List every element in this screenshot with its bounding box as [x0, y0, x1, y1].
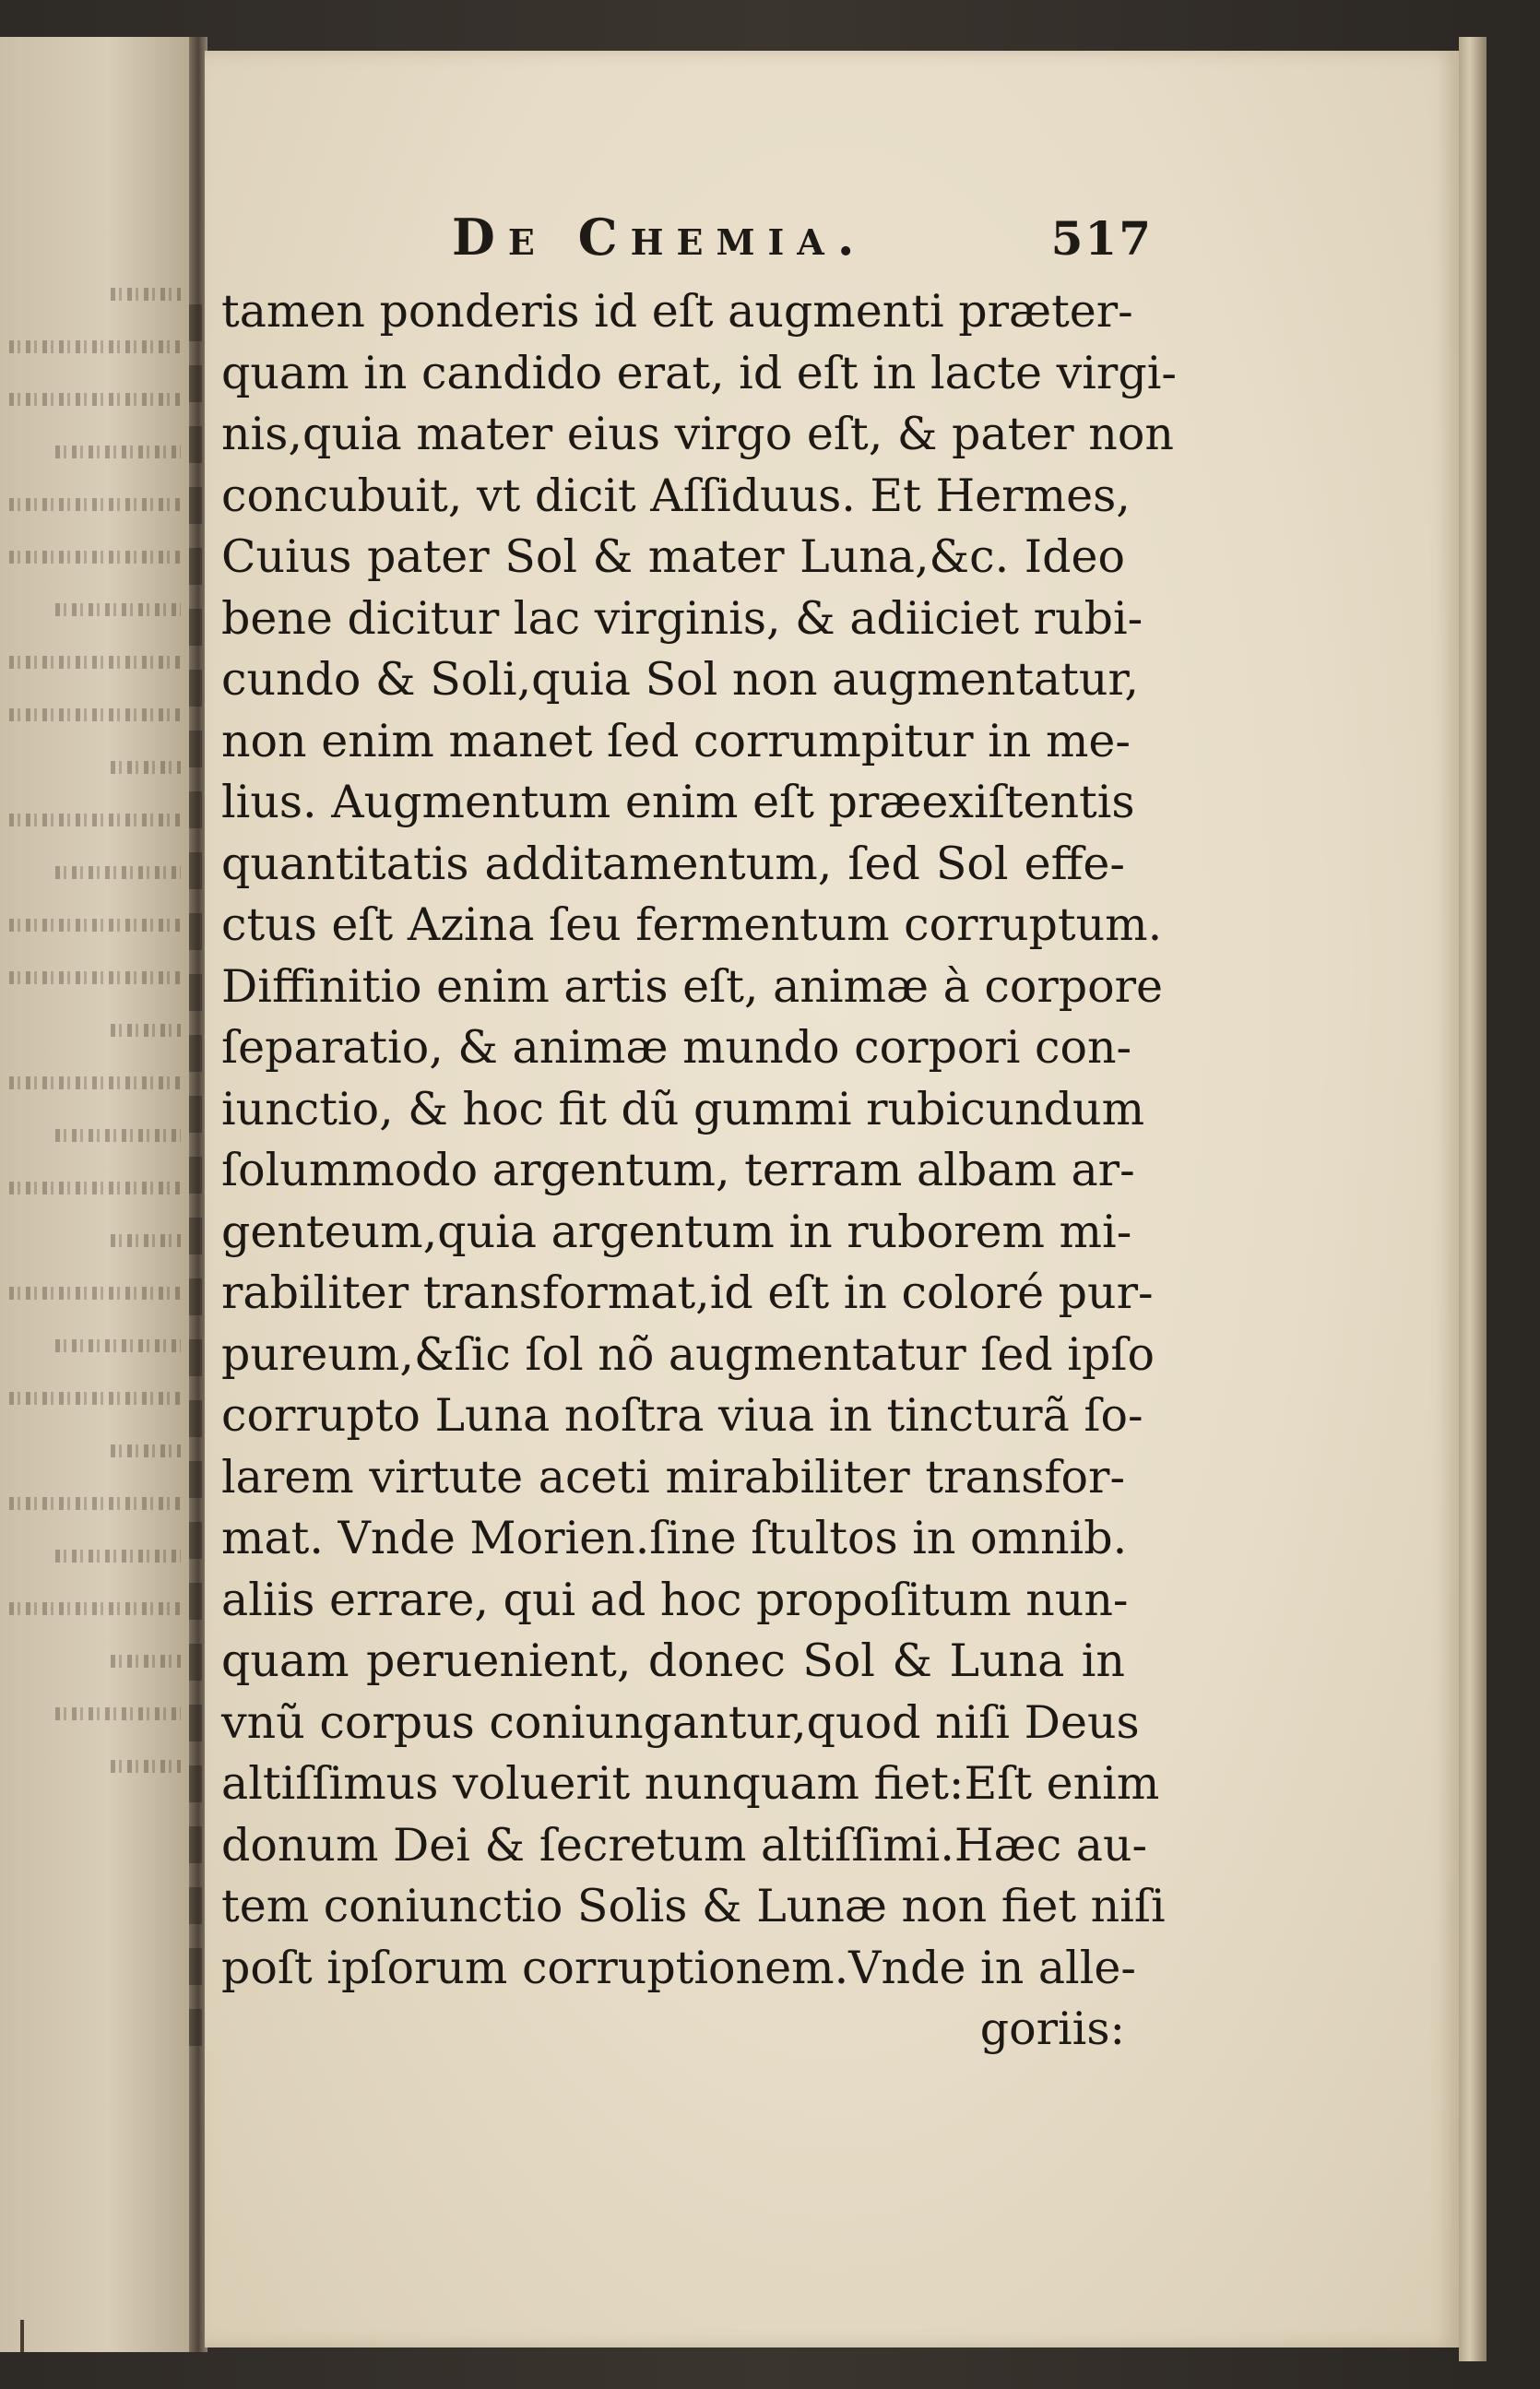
text-line: quam in candido erat, id eſt in lacte virgi- — [221, 346, 1177, 399]
text-line: genteum,quia argentum in ruborem mi- — [221, 1205, 1132, 1258]
facing-page-text-fragment — [0, 267, 195, 1792]
margin-mark — [20, 2320, 24, 2352]
text-line: non enim manet ſed corrumpitur in me- — [221, 714, 1131, 767]
facing-page-left — [0, 37, 195, 2352]
text-line: iunctio, & hoc fit dũ gummi rubicundum — [221, 1082, 1145, 1135]
text-line: Cuius pater Sol & mater Luna,&c. Ideo — [221, 530, 1125, 583]
text-line: quam peruenient, donec Sol & Luna in — [221, 1634, 1125, 1687]
text-line: ſolummodo argentum, terram albam ar- — [221, 1144, 1135, 1196]
text-line: nis,quia mater eius virgo eſt, & pater non — [221, 408, 1174, 460]
body-text — [221, 281, 1177, 2061]
text-line: tem coniunctio Solis & Lunæ non fiet niſi — [221, 1880, 1166, 1932]
text-line: ſeparatio, & animæ mundo corpori con- — [221, 1021, 1132, 1074]
text-line: larem virtute aceti mirabiliter transfor- — [221, 1450, 1125, 1504]
left-margin-marks — [189, 304, 202, 2057]
page-number: 517 — [1050, 211, 1153, 266]
text-line: altiſſimus voluerit nunquam fiet:Eſt enim — [221, 1757, 1160, 1810]
text-line: aliis errare, qui ad hoc propoſitum nun- — [221, 1573, 1129, 1626]
text-line: pureum,&ſic ſol nõ augmentatur ſed ipſo — [221, 1327, 1155, 1381]
text-line: donum Dei & ſecretum altiſſimi.Hæc au- — [221, 1818, 1148, 1872]
text-line: lius. Augmentum enim eſt præexiſtentis — [221, 776, 1135, 828]
text-line: mat. Vnde Morien.ſine ſtultos in omnib. — [221, 1512, 1128, 1564]
page-header — [452, 208, 1153, 272]
text-line: cundo & Soli,quia Sol non augmentatur, — [221, 653, 1140, 706]
text-line: quantitatis additamentum, ſed Sol effe- — [221, 837, 1125, 890]
page-edge — [1459, 37, 1487, 2361]
text-line: ctus eſt Azina ſeu fermentum corruptum. — [221, 898, 1163, 951]
text-line: Diffinitio enim artis eſt, animæ à corpore — [221, 959, 1164, 1013]
text-line: concubuit, vt dicit Aſſiduus. Et Hermes, — [221, 469, 1131, 522]
running-head: De Chemia. — [452, 208, 868, 267]
text-line-catchword: goriis: — [979, 2003, 1125, 2055]
text-line: poſt ipſorum corruptionem.Vnde in alle- — [221, 1941, 1136, 1994]
text-line: rabiliter transformat,id eſt in coloré pur- — [221, 1266, 1154, 1319]
text-line: tamen ponderis id eſt augmenti præter- — [221, 285, 1133, 338]
text-line: bene dicitur lac virginis, & adiiciet rubi- — [221, 591, 1143, 645]
text-line: vnũ corpus coniungantur,quod niſi Deus — [221, 1695, 1140, 1749]
text-line: corrupto Luna noſtra viua in tincturã ſo- — [221, 1389, 1143, 1442]
